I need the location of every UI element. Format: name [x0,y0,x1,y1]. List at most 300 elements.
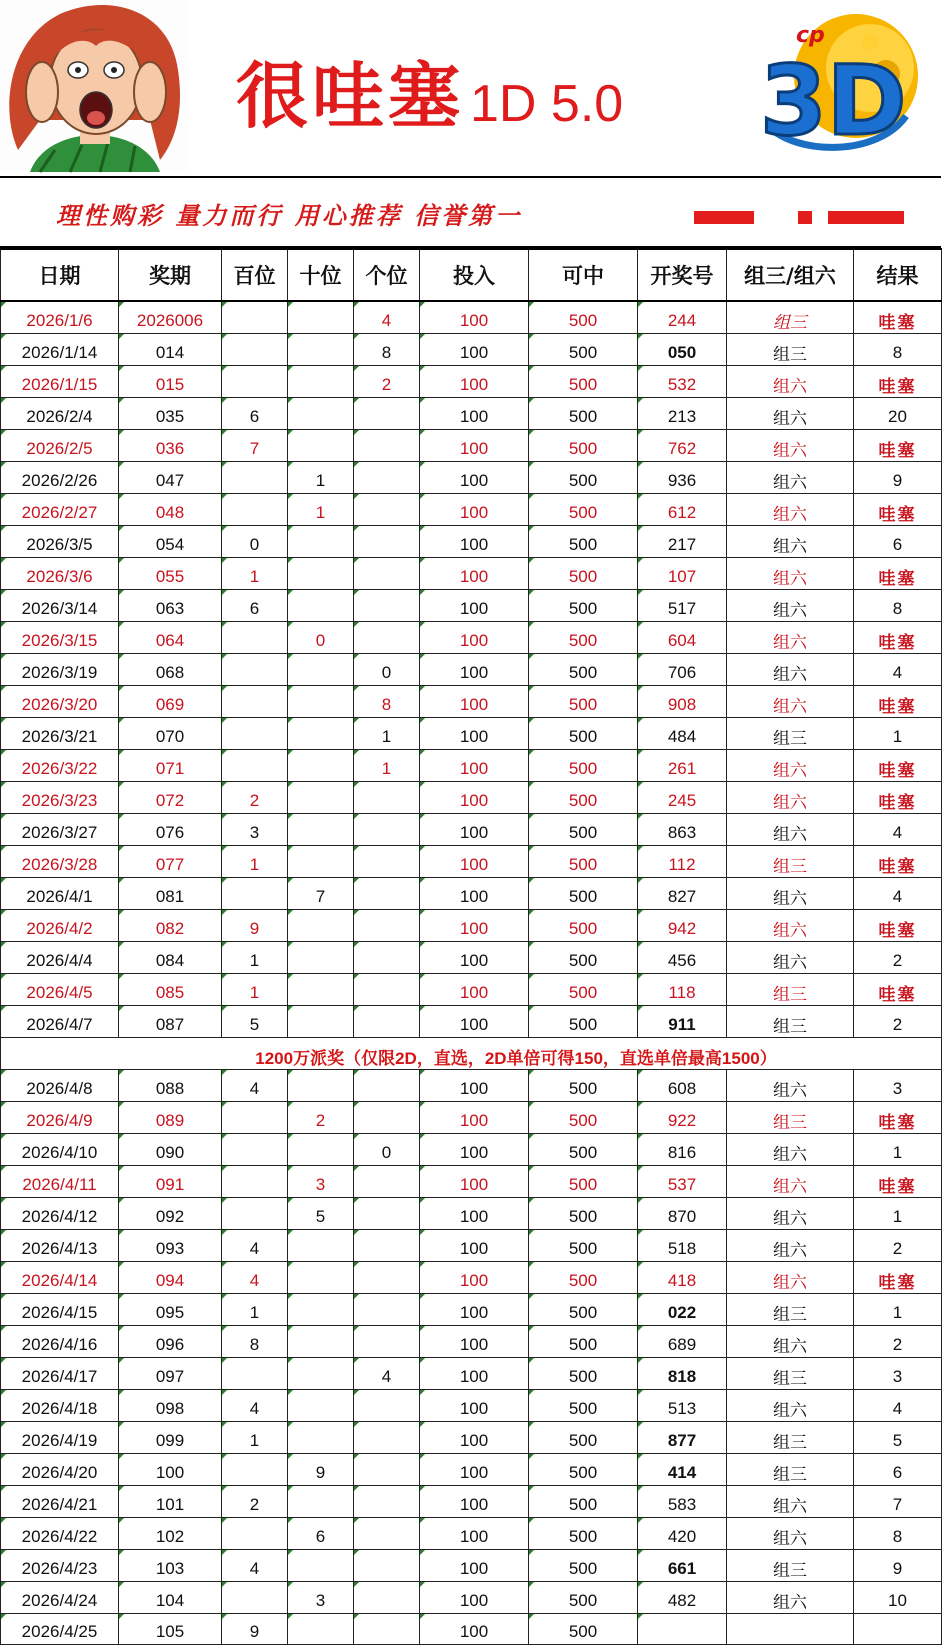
screaming-woman-icon [0,0,188,172]
col-tens [288,558,354,590]
table-row [1,1070,942,1102]
col-payout: 500 [529,846,638,878]
col-result: 8 [854,334,942,366]
col-tens: 3 [288,1166,354,1198]
col-period: 098 [119,1390,222,1422]
col-payout-header: 可中 [529,249,638,301]
col-period: 047 [119,462,222,494]
results-table [0,248,942,1645]
col-units [354,590,420,622]
col-result: 9 [854,1550,942,1582]
col-payout: 500 [529,1102,638,1134]
col-draw: 022 [638,1294,727,1326]
col-tens [288,1614,354,1645]
col-stake: 100 [420,942,529,974]
col-draw: 414 [638,1454,727,1486]
col-stake: 100 [420,782,529,814]
col-group-type: 组六 [727,814,854,846]
col-group-type: 组六 [727,1070,854,1102]
col-payout: 500 [529,1550,638,1582]
col-stake: 100 [420,1102,529,1134]
col-draw: 107 [638,558,727,590]
col-stake: 100 [420,1422,529,1454]
col-stake: 100 [420,462,529,494]
col-result: 3 [854,1358,942,1390]
col-tens [288,1390,354,1422]
col-hundreds [222,494,288,526]
col-hundreds [222,750,288,782]
col-stake: 100 [420,398,529,430]
col-units [354,942,420,974]
col-draw: 517 [638,590,727,622]
col-payout: 500 [529,814,638,846]
col-units [354,1454,420,1486]
col-payout: 500 [529,878,638,910]
col-group-type: 组六 [727,558,854,590]
col-result: 哇塞 [854,1166,942,1198]
col-draw: 420 [638,1518,727,1550]
col-tens [288,334,354,366]
col-hundreds [222,1454,288,1486]
col-payout: 500 [529,1134,638,1166]
col-stake: 100 [420,1230,529,1262]
table-row [1,750,942,782]
col-units [354,430,420,462]
col-date: 2026/4/2 [1,910,119,942]
col-units: 4 [354,1358,420,1390]
col-group-type: 组六 [727,1390,854,1422]
col-stake: 100 [420,1326,529,1358]
col-hundreds: 8 [222,1326,288,1358]
col-date: 2026/3/22 [1,750,119,782]
col-stake: 100 [420,718,529,750]
table-row [1,526,942,558]
col-draw: 050 [638,334,727,366]
col-payout: 500 [529,1422,638,1454]
col-draw: 870 [638,1198,727,1230]
col-tens [288,398,354,430]
col-payout: 500 [529,1294,638,1326]
col-draw: 661 [638,1550,727,1582]
col-group-type: 组六 [727,526,854,558]
col-group-type-header: 组三/组六 [727,249,854,301]
col-draw: 706 [638,654,727,686]
promo-notice-row [1,1038,942,1070]
col-date: 2026/4/14 [1,1262,119,1294]
col-draw: 532 [638,366,727,398]
col-tens [288,301,354,334]
col-period: 092 [119,1198,222,1230]
col-hundreds: 5 [222,1006,288,1038]
col-hundreds: 4 [222,1262,288,1294]
col-stake: 100 [420,878,529,910]
col-result: 1 [854,1294,942,1326]
col-result: 6 [854,1454,942,1486]
col-period: 101 [119,1486,222,1518]
col-stake: 100 [420,1358,529,1390]
col-units [354,1294,420,1326]
table-row [1,654,942,686]
col-result: 哇塞 [854,846,942,878]
col-period: 097 [119,1358,222,1390]
col-tens: 1 [288,494,354,526]
col-group-type: 组六 [727,398,854,430]
col-payout: 500 [529,910,638,942]
col-units [354,494,420,526]
col-stake-header: 投入 [420,249,529,301]
col-units: 0 [354,1134,420,1166]
col-date: 2026/3/19 [1,654,119,686]
col-period: 055 [119,558,222,590]
table-row [1,1134,942,1166]
col-tens [288,430,354,462]
col-hundreds: 1 [222,942,288,974]
col-period: 093 [119,1230,222,1262]
col-result [854,1614,942,1645]
col-draw: 261 [638,750,727,782]
table-row [1,686,942,718]
col-hundreds [222,622,288,654]
col-tens [288,366,354,398]
col-tens [288,526,354,558]
col-hundreds [222,1102,288,1134]
table-row [1,974,942,1006]
col-date-header: 日期 [1,249,119,301]
col-tens [288,814,354,846]
col-draw: 245 [638,782,727,814]
table-row [1,846,942,878]
col-period: 081 [119,878,222,910]
table-row [1,1006,942,1038]
col-period: 085 [119,974,222,1006]
header [0,0,941,176]
col-hundreds [222,1166,288,1198]
col-draw: 827 [638,878,727,910]
red-bar-2 [798,211,812,224]
col-period: 068 [119,654,222,686]
col-draw: 484 [638,718,727,750]
col-result: 哇塞 [854,430,942,462]
col-draw: 518 [638,1230,727,1262]
col-period: 099 [119,1422,222,1454]
col-units [354,910,420,942]
col-group-type: 组三 [727,718,854,750]
col-payout: 500 [529,686,638,718]
col-date: 2026/3/20 [1,686,119,718]
col-payout: 500 [529,622,638,654]
col-group-type: 组六 [727,1326,854,1358]
col-units [354,1614,420,1645]
col-tens [288,1230,354,1262]
col-draw: 911 [638,1006,727,1038]
col-date: 2026/3/21 [1,718,119,750]
col-units: 2 [354,366,420,398]
table-row [1,1326,942,1358]
col-tens [288,1070,354,1102]
col-result: 6 [854,526,942,558]
col-tens [288,910,354,942]
col-date: 2026/4/17 [1,1358,119,1390]
col-date: 2026/4/5 [1,974,119,1006]
col-payout: 500 [529,1454,638,1486]
col-result: 哇塞 [854,1102,942,1134]
col-units [354,1326,420,1358]
col-units [354,1230,420,1262]
col-units: 8 [354,334,420,366]
col-draw: 537 [638,1166,727,1198]
table-row [1,1102,942,1134]
col-group-type: 组六 [727,750,854,782]
col-group-type: 组三 [727,1454,854,1486]
col-tens [288,686,354,718]
col-date: 2026/4/23 [1,1550,119,1582]
col-hundreds: 9 [222,1614,288,1645]
table-header [1,249,942,301]
table-row [1,430,942,462]
table-row [1,782,942,814]
col-group-type: 组六 [727,1230,854,1262]
col-hundreds: 4 [222,1230,288,1262]
col-hundreds: 0 [222,526,288,558]
col-draw: 513 [638,1390,727,1422]
col-units: 0 [354,654,420,686]
col-draw: 818 [638,1358,727,1390]
col-hundreds: 1 [222,846,288,878]
col-hundreds [222,1134,288,1166]
col-date: 2026/4/18 [1,1390,119,1422]
col-group-type: 组三 [727,1294,854,1326]
col-payout: 500 [529,718,638,750]
col-stake: 100 [420,1390,529,1422]
col-period: 104 [119,1582,222,1614]
col-hundreds: 7 [222,430,288,462]
col-date: 2026/4/21 [1,1486,119,1518]
col-result: 8 [854,1518,942,1550]
col-tens [288,1326,354,1358]
col-units: 4 [354,301,420,334]
table-row [1,398,942,430]
col-group-type: 组六 [727,782,854,814]
table-row [1,1518,942,1550]
col-tens [288,974,354,1006]
col-hundreds [222,334,288,366]
col-payout: 500 [529,1486,638,1518]
col-result: 3 [854,1070,942,1102]
col-stake: 100 [420,622,529,654]
col-draw: 816 [638,1134,727,1166]
col-hundreds: 6 [222,590,288,622]
col-date: 2026/4/20 [1,1454,119,1486]
col-group-type: 组三 [727,1102,854,1134]
table-row [1,334,942,366]
table-row [1,1454,942,1486]
table-row [1,1422,942,1454]
col-stake: 100 [420,301,529,334]
page-title [236,38,623,138]
logo-mark: cp [796,23,825,48]
col-tens [288,718,354,750]
col-tens [288,590,354,622]
col-tens [288,1294,354,1326]
col-draw: 908 [638,686,727,718]
table-row [1,1262,942,1294]
col-group-type: 组三 [727,846,854,878]
col-units: 8 [354,686,420,718]
col-date: 2026/2/27 [1,494,119,526]
col-draw: 112 [638,846,727,878]
col-date: 2026/4/1 [1,878,119,910]
promo-notice: 1200万派奖（仅限2D，直选，2D单倍可得150，直选单倍最高1500） [1,1038,942,1070]
col-payout: 500 [529,590,638,622]
col-payout: 500 [529,654,638,686]
col-stake: 100 [420,1486,529,1518]
col-period: 087 [119,1006,222,1038]
col-period: 105 [119,1614,222,1645]
col-stake: 100 [420,334,529,366]
col-result: 哇塞 [854,782,942,814]
col-stake: 100 [420,1454,529,1486]
col-hundreds: 1 [222,1422,288,1454]
col-tens [288,942,354,974]
col-result: 哇塞 [854,686,942,718]
col-result: 哇塞 [854,910,942,942]
col-hundreds: 4 [222,1390,288,1422]
col-units [354,398,420,430]
col-result: 哇塞 [854,622,942,654]
col-draw: 456 [638,942,727,974]
col-period: 014 [119,334,222,366]
col-result: 哇塞 [854,558,942,590]
col-hundreds: 1 [222,558,288,590]
col-date: 2026/4/22 [1,1518,119,1550]
col-period: 091 [119,1166,222,1198]
col-payout: 500 [529,1262,638,1294]
col-hundreds [222,1358,288,1390]
lottery-3d-logo-icon [738,6,916,166]
col-draw: 936 [638,462,727,494]
col-date: 2026/3/6 [1,558,119,590]
col-hundreds [222,1518,288,1550]
col-date: 2026/4/7 [1,1006,119,1038]
col-period: 2026006 [119,301,222,334]
col-group-type: 组三 [727,974,854,1006]
table-row [1,942,942,974]
col-tens [288,1262,354,1294]
table-row [1,910,942,942]
col-result: 9 [854,462,942,494]
table-row [1,622,942,654]
col-units [354,1550,420,1582]
col-result: 2 [854,1006,942,1038]
col-hundreds: 1 [222,1294,288,1326]
col-payout: 500 [529,1390,638,1422]
col-group-type: 组六 [727,1582,854,1614]
col-date: 2026/2/26 [1,462,119,494]
col-tens: 9 [288,1454,354,1486]
col-stake: 100 [420,1582,529,1614]
title-version: 1D 5.0 [470,75,624,133]
col-payout: 500 [529,974,638,1006]
col-date: 2026/1/6 [1,301,119,334]
col-hundreds [222,462,288,494]
col-draw: 217 [638,526,727,558]
col-hundreds [222,878,288,910]
col-period: 015 [119,366,222,398]
col-result: 7 [854,1486,942,1518]
col-tens [288,1486,354,1518]
col-group-type: 组三 [727,1006,854,1038]
col-date: 2026/4/9 [1,1102,119,1134]
col-stake: 100 [420,1198,529,1230]
col-payout: 500 [529,334,638,366]
col-stake: 100 [420,1262,529,1294]
col-stake: 100 [420,366,529,398]
logo-text: 3D [760,45,907,157]
col-payout: 500 [529,1518,638,1550]
col-units [354,1070,420,1102]
table-row [1,878,942,910]
col-payout: 500 [529,1358,638,1390]
col-tens: 2 [288,1102,354,1134]
col-tens-header: 十位 [288,249,354,301]
col-payout: 500 [529,750,638,782]
col-payout: 500 [529,430,638,462]
table-row [1,301,942,334]
col-payout: 500 [529,462,638,494]
col-stake: 100 [420,1294,529,1326]
col-date: 2026/4/12 [1,1198,119,1230]
table-row [1,462,942,494]
col-stake: 100 [420,974,529,1006]
col-result: 1 [854,718,942,750]
col-group-type: 组六 [727,686,854,718]
col-group-type: 组六 [727,1134,854,1166]
col-draw: 608 [638,1070,727,1102]
col-group-type: 组三 [727,301,854,334]
col-period: 095 [119,1294,222,1326]
col-date: 2026/4/25 [1,1614,119,1645]
col-hundreds [222,1198,288,1230]
col-hundreds: 2 [222,782,288,814]
col-date: 2026/4/15 [1,1294,119,1326]
col-hundreds [222,686,288,718]
col-units [354,526,420,558]
col-result: 4 [854,1390,942,1422]
col-date: 2026/2/4 [1,398,119,430]
col-group-type: 组六 [727,942,854,974]
col-draw: 482 [638,1582,727,1614]
col-payout: 500 [529,1070,638,1102]
col-hundreds [222,301,288,334]
table-row [1,1486,942,1518]
col-payout: 500 [529,301,638,334]
col-hundreds: 2 [222,1486,288,1518]
col-hundreds: 6 [222,398,288,430]
col-period: 077 [119,846,222,878]
col-hundreds [222,718,288,750]
col-date: 2026/4/11 [1,1166,119,1198]
col-units [354,1582,420,1614]
col-stake: 100 [420,750,529,782]
col-date: 2026/3/14 [1,590,119,622]
col-period-header: 奖期 [119,249,222,301]
col-hundreds: 3 [222,814,288,846]
col-date: 2026/3/15 [1,622,119,654]
col-result: 2 [854,1230,942,1262]
col-hundreds: 4 [222,1070,288,1102]
col-units [354,974,420,1006]
col-units [354,1262,420,1294]
